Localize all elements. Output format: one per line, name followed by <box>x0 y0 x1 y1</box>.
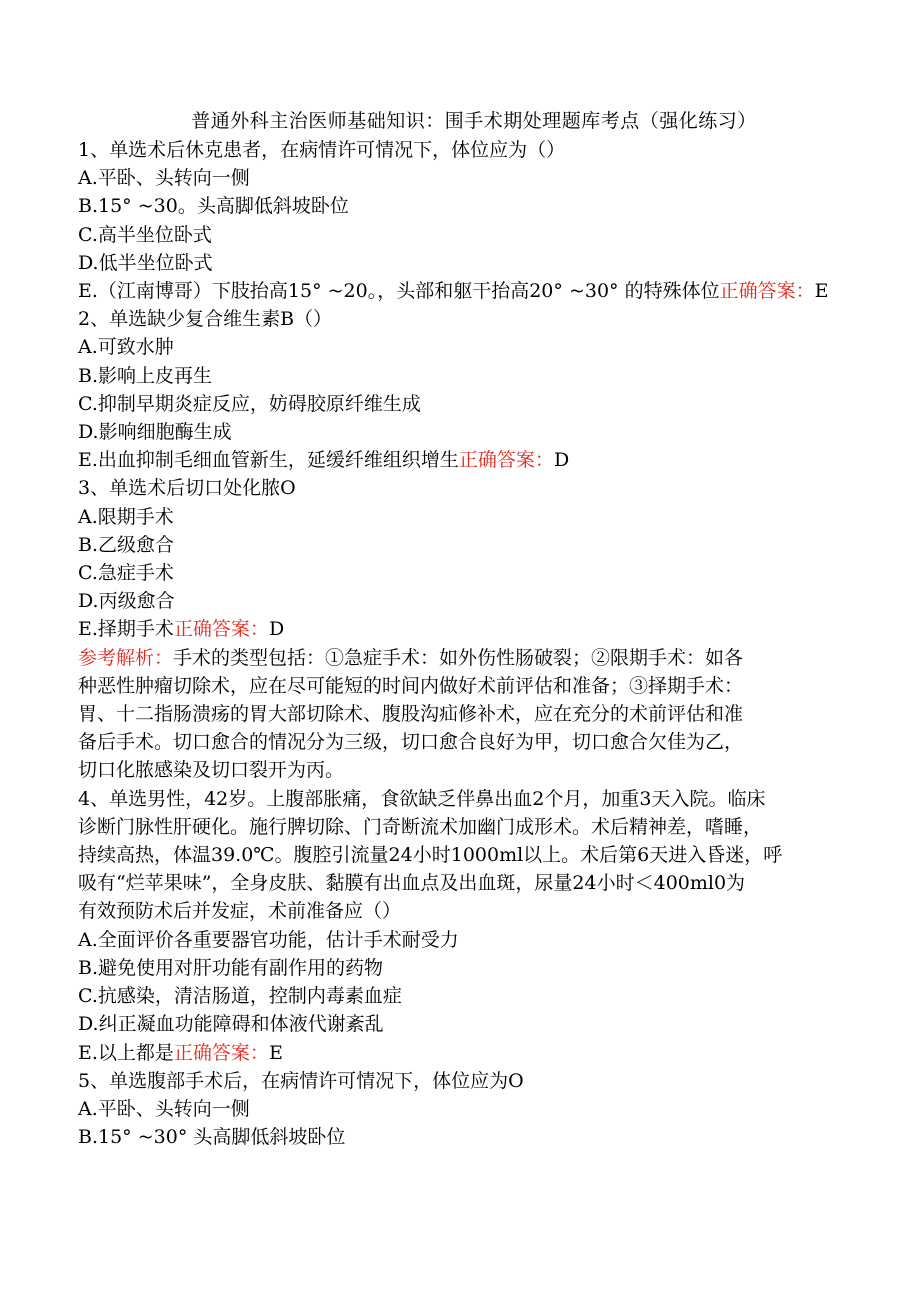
question-4-stem-line-3: 持续高热，体温39.0℃。腹腔引流量24小时1000ml以上。术后第6天进入昏迷，呼 <box>78 844 783 867</box>
question-1-answer-label: 正确答案： <box>719 280 815 303</box>
question-1-option-e-text: E.（江南博哥）下肢抬高15° ~20。，头部和躯干抬高20° ~30° 的特殊体位 <box>78 280 720 303</box>
question-3-option-e-text: E.择期手术 <box>78 618 174 641</box>
question-3-option-d: D.丙级愈合 <box>78 590 175 613</box>
question-3-option-b: B.乙级愈合 <box>78 533 175 556</box>
question-5-stem: 5、单选腹部手术后，在病情许可情况下，体位应为O <box>78 1069 524 1092</box>
question-1-option-b: B.15° ~30。头高脚低斜坡卧位 <box>78 195 349 218</box>
question-1-stem: 1、单选术后休克患者，在病情许可情况下，体位应为（） <box>78 139 566 161</box>
question-3-analysis-line-3: 胃、十二指肠溃疡的胃大部切除术、腹股沟疝修补术，应在充分的术前评估和准 <box>78 703 744 726</box>
question-1-option-e <box>78 277 860 305</box>
question-4 <box>78 785 860 1067</box>
question-2-option-b: B.影响上皮再生 <box>78 364 213 387</box>
question-3-option-a: A.限期手术 <box>78 505 174 528</box>
question-2-option-c: C.抑制早期炎症反应，妨碍胶原纤维生成 <box>78 392 421 415</box>
question-3-answer-label: 正确答案： <box>173 618 269 641</box>
question-4-option-e <box>78 1039 860 1067</box>
question-5-option-a: A.平卧、头转向一侧 <box>78 1097 250 1120</box>
question-5-option-b: B.15° ~30° 头高脚低斜坡卧位 <box>78 1126 346 1149</box>
question-3-option-e <box>78 615 860 643</box>
question-4-stem-line-4: 吸有“烂苹果味”，全身皮肤、黏膜有出血点及出血斑，尿量24小时＜400ml0为 <box>78 872 746 895</box>
question-4-answer-label: 正确答案： <box>173 1041 269 1064</box>
question-3-analysis-line-4: 备后手术。切口愈合的情况分为三级，切口愈合良好为甲，切口愈合欠佳为乙， <box>78 731 744 754</box>
question-4-option-a: A.全面评价各重要器官功能，估计手术耐受力 <box>78 928 459 951</box>
question-3-stem: 3、单选术后切口处化脓O <box>78 477 296 500</box>
question-2-option-e <box>78 446 860 474</box>
question-4-stem-line-5: 有效预防术后并发症，术前准备应（） <box>78 900 402 923</box>
question-2-answer-label: 正确答案： <box>458 449 554 472</box>
question-4-answer: E <box>268 1041 283 1064</box>
question-2-option-e-text: E.出血抑制毛细血管新生，延缓纤维组织增生 <box>78 449 459 472</box>
question-3-analysis-line-2: 种恶性肿瘤切除术，应在尽可能短的时间内做好术前评估和准备；③择期手术： <box>78 674 744 697</box>
question-3-analysis-line-1 <box>78 644 860 672</box>
question-4-option-b: B.避免使用对肝功能有副作用的药物 <box>78 956 384 979</box>
question-2-option-a: A.可致水肿 <box>78 336 174 359</box>
question-1 <box>78 136 860 305</box>
question-3-analysis-line-5: 切口化脓感染及切口裂开为丙。 <box>78 759 345 782</box>
question-1-option-c: C.高半坐位卧式 <box>78 223 212 246</box>
question-4-option-c: C.抗感染，清洁肠道，控制内毒素血症 <box>78 985 402 1008</box>
question-3-answer: D <box>268 618 285 641</box>
question-2-stem: 2、单选缺少复合维生素B（） <box>78 308 333 331</box>
question-1-option-a: A.平卧、头转向一侧 <box>78 167 250 190</box>
question-5 <box>78 1067 860 1152</box>
question-4-stem-line-2: 诊断门脉性肝硬化。施行脾切除、门奇断流术加幽门成形术。术后精神差，嗜睡， <box>78 815 763 838</box>
document-title: 普通外科主治医师基础知识：围手术期处理题库考点（强化练习） <box>191 110 757 132</box>
question-1-option-d: D.低半坐位卧式 <box>78 251 213 274</box>
question-3-option-c: C.急症手术 <box>78 562 174 585</box>
question-3 <box>78 474 860 784</box>
question-3-analysis-text-1: 手术的类型包括：①急症手术：如外伤性肠破裂；②限期手术：如各 <box>173 646 744 669</box>
question-2-option-d: D.影响细胞酶生成 <box>78 421 232 444</box>
question-3-analysis-label: 参考解析： <box>78 646 174 669</box>
question-4-stem-line-1: 4、单选男性，42岁。上腹部胀痛，食欲缺乏伴鼻出血2个月，加重3天入院。临床 <box>78 787 766 810</box>
question-2 <box>78 305 860 474</box>
question-4-option-e-text: E.以上都是 <box>78 1041 174 1064</box>
question-4-option-d: D.纠正凝血功能障碍和体液代谢紊乱 <box>78 1013 384 1036</box>
question-1-answer: E <box>814 280 829 303</box>
question-2-answer: D <box>553 449 570 472</box>
